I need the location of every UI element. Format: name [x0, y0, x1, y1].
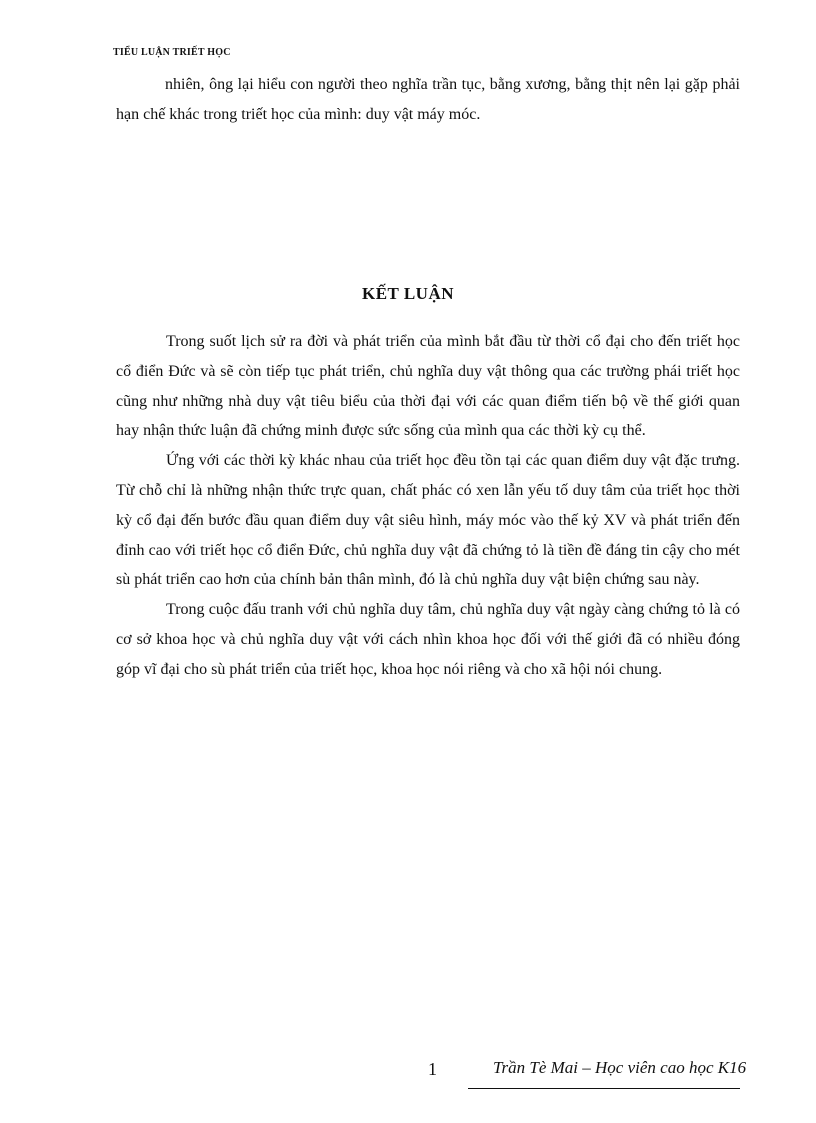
footer-author: Trần Tè Mai – Học viên cao học K16 — [493, 1058, 747, 1077]
section-body — [116, 327, 740, 685]
running-header: TIỂU LUẬN TRIẾT HỌC — [113, 47, 231, 58]
body-paragraph-1: Trong suốt lịch sử ra đời và phát triển của mình bắt đầu từ thời cổ đại cho đến triết học cổ điển Đức và sẽ còn tiếp tục phát triển, chủ nghĩa duy vật thông qua các trường phái triết học cũng như những nhà duy vật tiêu biểu của thời đại với các quan điểm tiến bộ về thế giới quan hay nhận thức luận đã chứng minh được sức sống của mình qua các thời kỳ cụ thể. — [116, 333, 740, 440]
intro-paragraph-block — [116, 70, 740, 130]
page-number: 1 — [428, 1059, 437, 1079]
section-title: KẾT LUẬN — [361, 284, 454, 303]
intro-paragraph: nhiên, ông lại hiểu con người theo nghĩa trần tục, bằng xương, bằng thịt nên lại gặp phải hạn chế khác trong triết học của mình: duy vật máy móc. — [116, 76, 740, 123]
body-paragraph-3: Trong cuộc đấu tranh với chủ nghĩa duy tâm, chủ nghĩa duy vật ngày càng chứng tỏ là có cơ sở khoa học và chủ nghĩa duy vật với cách nhìn khoa học đối với thế giới đã có nhiều đóng góp vĩ đại cho sù phát triển của triết học, khoa học nói riêng và cho xã hội nói chung. — [116, 601, 740, 678]
footer-divider — [468, 1088, 740, 1089]
body-paragraph-2: Ứng với các thời kỳ khác nhau của triết học đều tồn tại các quan điểm duy vật đặc trưng. Từ chỗ chỉ là những nhận thức trực quan, chất phác có xen lẫn yếu tố duy tâm của triết học thời kỳ cổ đại đến bước đầu quan điểm duy vật siêu hình, máy móc vào thế kỷ XV và phát triển đến đỉnh cao với triết học cổ điển Đức, chủ nghĩa duy vật đã chứng tỏ là tiền đề đáng tin cậy cho mét sù phát triển cao hơn của chính bản thân mình, đó là chủ nghĩa duy vật biện chứng sau này. — [116, 452, 740, 589]
